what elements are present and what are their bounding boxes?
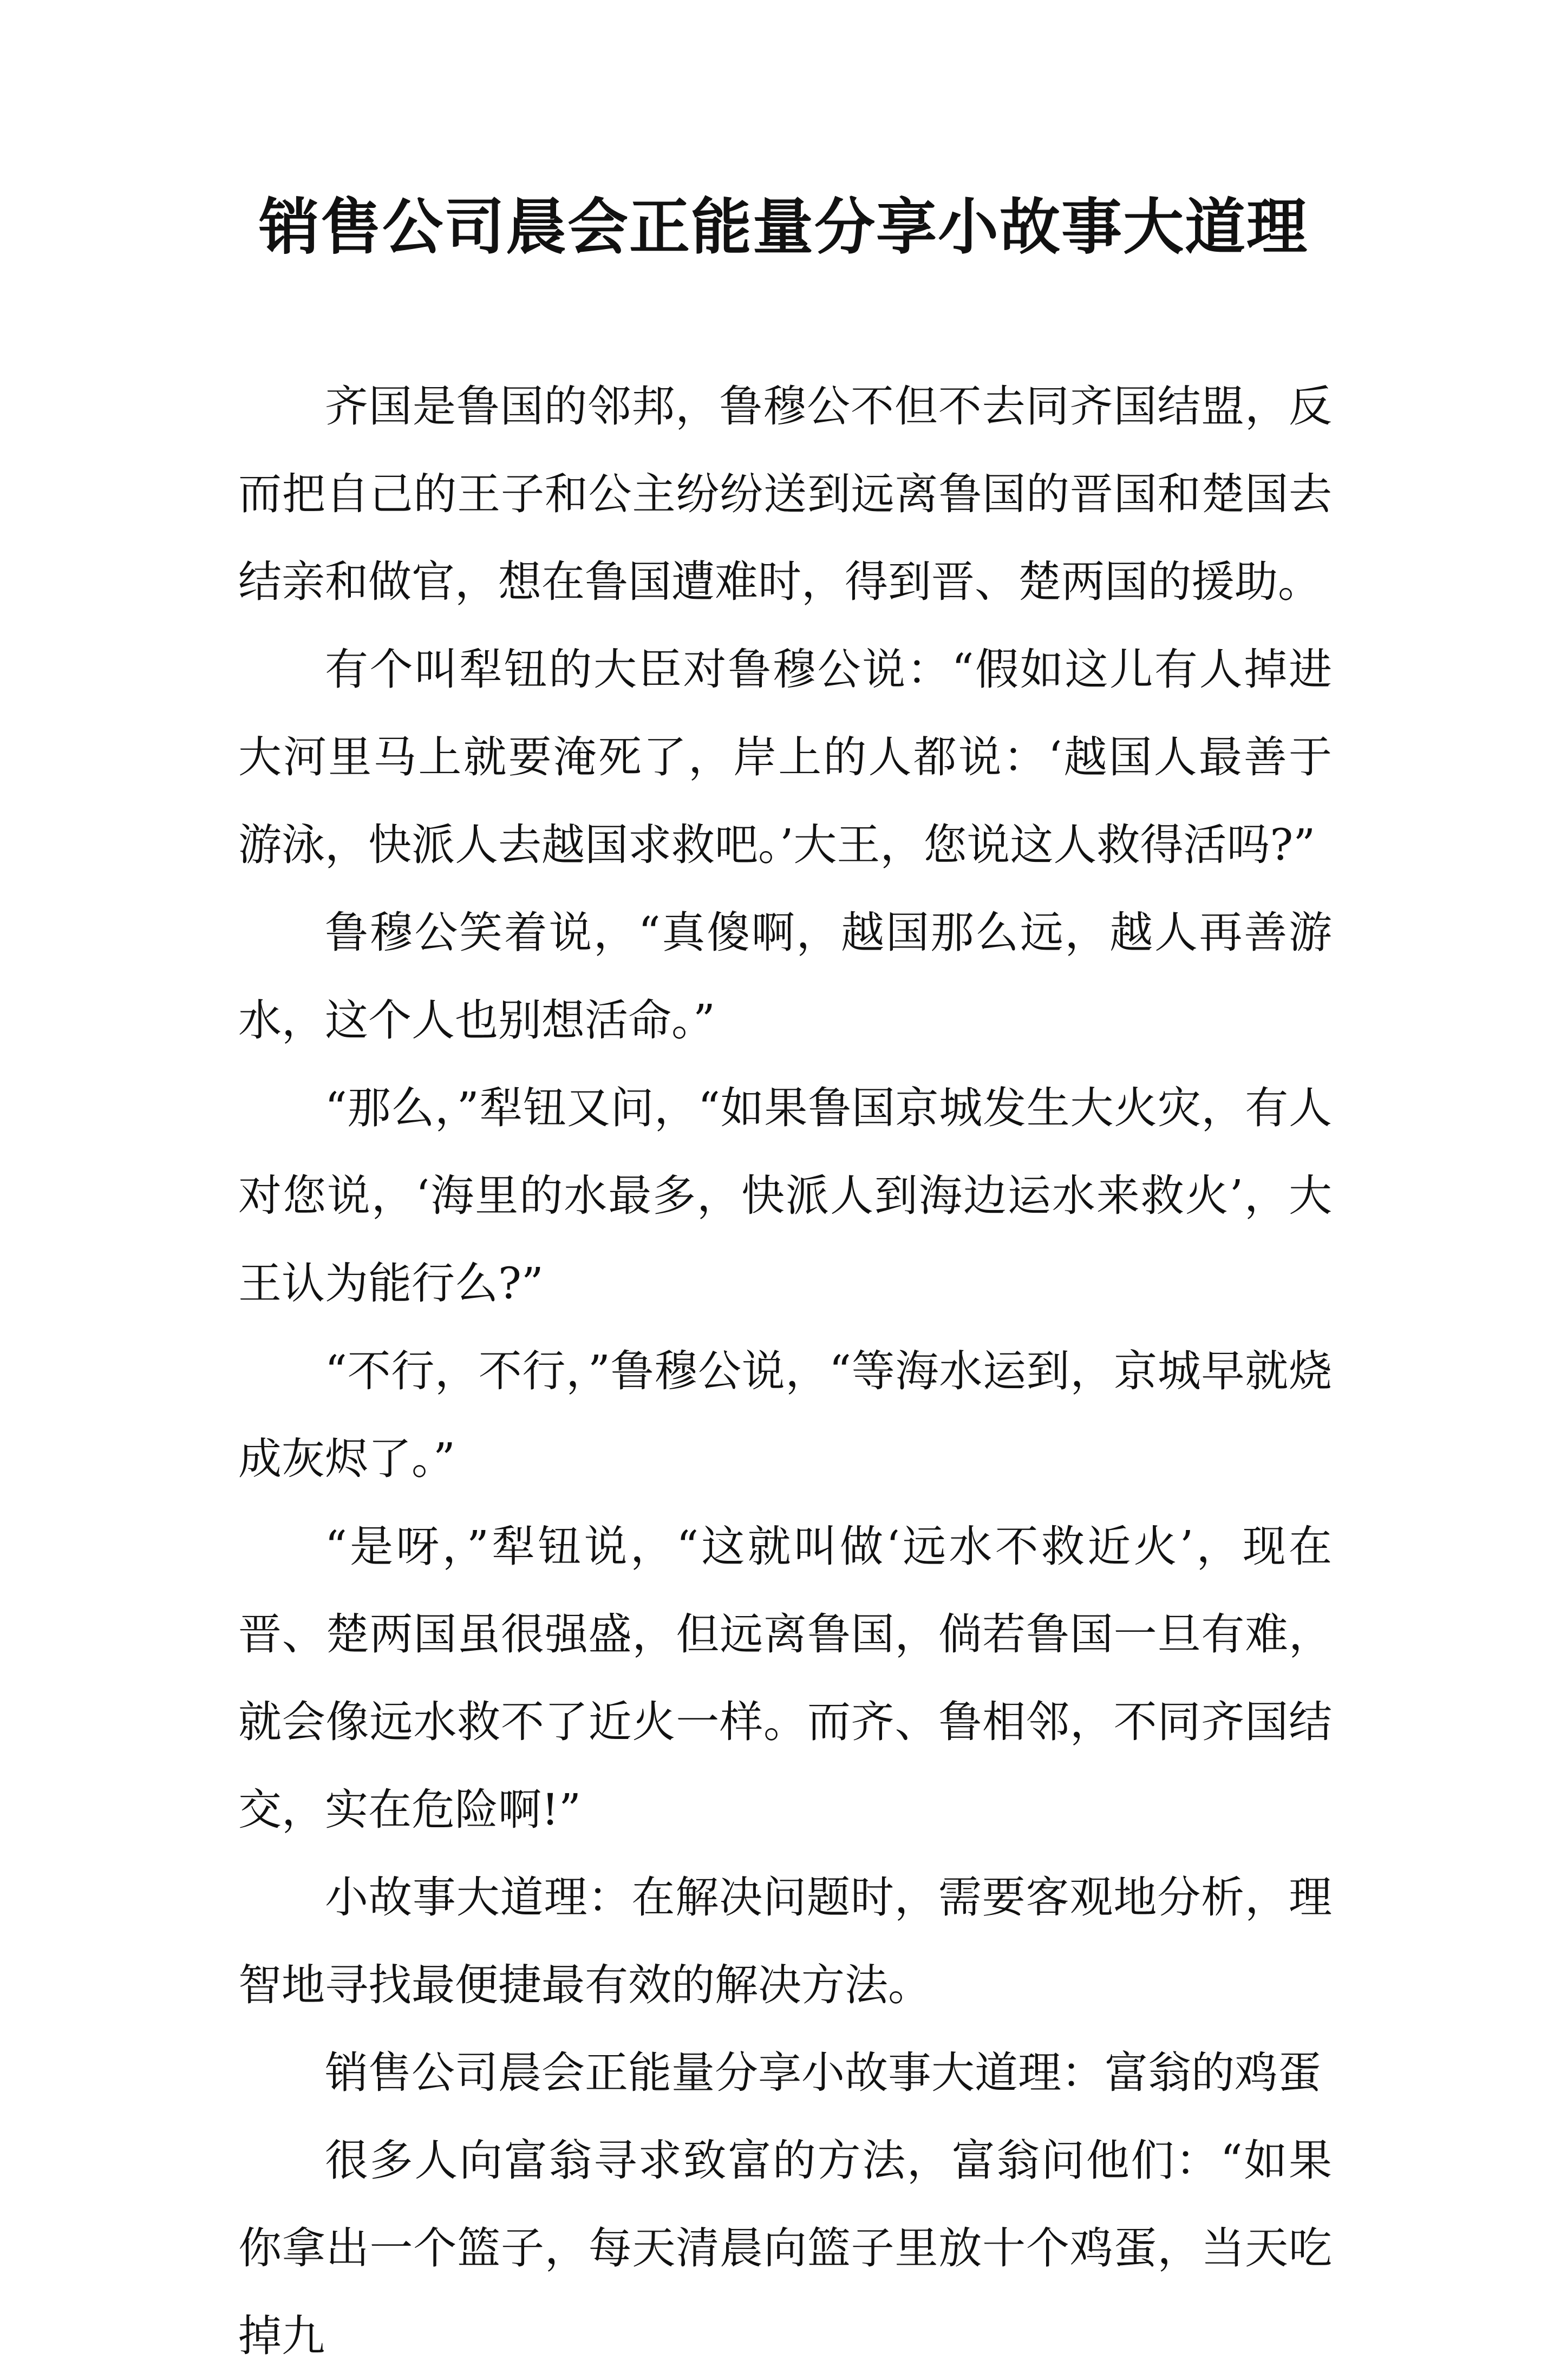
paragraph-3: 鲁穆公笑着说，“真傻啊，越国那么远，越人再善游水，这个人也别想活命。” bbox=[238, 907, 1332, 1045]
paragraph-9: 很多人向富翁寻求致富的方法，富翁问他们：“如果你拿出一个篮子，每天清晨向篮子里放十个鸡蛋，当天吃掉九 bbox=[238, 2135, 1332, 2361]
paragraph-1: 齐国是鲁国的邻邦，鲁穆公不但不去同齐国结盟，反而把自己的王子和公主纷纷送到远离鲁国的晋国和楚国去结亲和做官，想在鲁国遭难时，得到晋、楚两国的援助。 bbox=[238, 381, 1332, 607]
section-heading: 销售公司晨会正能量分享小故事大道理：富翁的鸡蛋 bbox=[325, 2048, 1321, 2098]
paragraph-6: “是呀，”犁钮说，“这就叫做‘远水不救近火’，现在晋、楚两国虽很强盛，但远离鲁国，倘若鲁国一旦有难，就会像远水救不了近火一样。而齐、鲁相邻，不同齐国结交，实在危险啊!” bbox=[238, 1521, 1332, 1835]
paragraph-2: 有个叫犁钮的大臣对鲁穆公说：“假如这儿有人掉进大河里马上就要淹死了，岸上的人都说：‘越国人最善于游泳，快派人去越国求救吧。’大王，您说这人救得活吗?” bbox=[238, 644, 1332, 870]
paragraph-5: “不行，不行，”鲁穆公说，“等海水运到，京城早就烧成灰烬了。” bbox=[238, 1346, 1332, 1484]
document-title: 销售公司晨会正能量分享小故事大道理 bbox=[259, 192, 1308, 263]
paragraph-4: “那么，”犁钮又问，“如果鲁国京城发生大火灾，有人对您说，‘海里的水最多，快派人到海边运水来救火’，大王认为能行么?” bbox=[238, 1083, 1332, 1309]
document-body bbox=[238, 363, 1332, 2380]
paragraph-7: 小故事大道理：在解决问题时，需要客观地分析，理智地寻找最便捷最有效的解决方法。 bbox=[238, 1872, 1332, 2010]
